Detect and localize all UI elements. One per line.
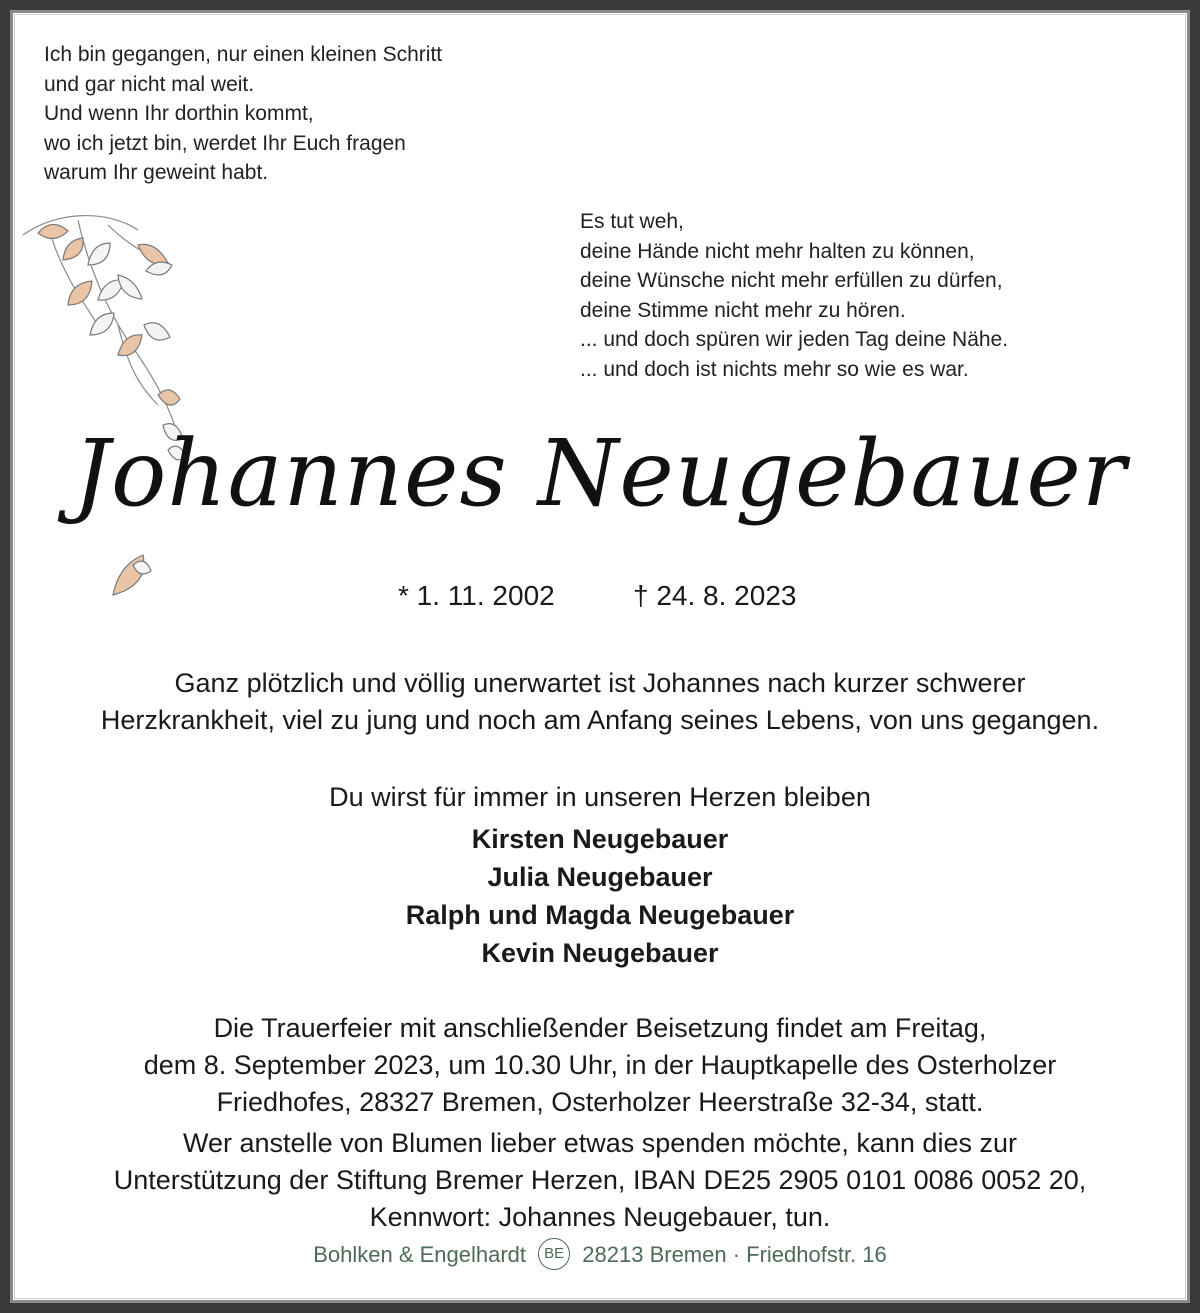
mourner-name: Julia Neugebauer [487, 862, 713, 892]
donation-line: Unterstützung der Stiftung Bremer Herzen, IBAN DE25 2905 0101 0086 0052 20, [113, 1165, 1087, 1195]
poem-line: warum Ihr geweint habt. [44, 161, 269, 184]
poem-line: deine Stimme nicht mehr zu hören. [580, 298, 906, 322]
mourners-list [30, 820, 1170, 972]
ceremony-line: dem 8. September 2023, um 10.30 Uhr, in der Hauptkapelle des Osterholzer [143, 1050, 1057, 1080]
funeral-home-logo-icon: BE [538, 1238, 570, 1270]
poem-line: Ich bin gegangen, nur einen kleinen Schritt [44, 43, 443, 66]
donation-line: Kennwort: Johannes Neugebauer, tun. [369, 1202, 831, 1232]
funeral-home-footer [0, 1240, 1200, 1272]
donation-info [30, 1125, 1170, 1236]
birth-date: * 1. 11. 2002 [398, 580, 555, 611]
ceremony-line: Die Trauerfeier mit anschließender Beisetzung findet am Freitag, [213, 1013, 987, 1043]
poem-line: deine Wünsche nicht mehr erfüllen zu dürfen, [580, 269, 1003, 292]
poem-right [580, 207, 1008, 384]
mourner-name: Ralph und Magda Neugebauer [405, 900, 795, 930]
poem-line: ... und doch spüren wir jeden Tag deine Nähe. [580, 328, 1009, 351]
ceremony-line: Friedhofes, 28327 Bremen, Osterholzer Heerstraße 32-34, statt. [216, 1087, 984, 1117]
funeral-home-address: 28213 Bremen · Friedhofstr. 16 [582, 1241, 887, 1267]
poem-line: Es tut weh, [580, 210, 684, 233]
announcement-line: Ganz plötzlich und völlig unerwartet ist Johannes nach kurzer schwerer [174, 668, 1026, 698]
poem-line: Und wenn Ihr dorthin kommt, [44, 102, 314, 125]
death-date: † 24. 8. 2023 [633, 580, 797, 611]
donation-line: Wer anstelle von Blumen lieber etwas spenden möchte, kann dies zur [183, 1128, 1017, 1158]
poem-line: und gar nicht mal weit. [44, 72, 255, 96]
funeral-home-name: Bohlken & Engelhardt [313, 1241, 527, 1267]
announcement-text [30, 665, 1170, 739]
deceased-name: Johannes Neugebauer [73, 420, 1127, 527]
poem-line: ... und doch ist nichts mehr so wie es war. [580, 357, 969, 381]
announcement-line: Herzkrankheit, viel zu jung und noch am Anfang seines Lebens, von uns gegangen. [100, 705, 1100, 735]
poem-line: deine Hände nicht mehr halten zu können, [580, 239, 975, 263]
mourner-name: Kirsten Neugebauer [471, 824, 729, 854]
poem-left [44, 40, 442, 188]
poem-line: wo ich jetzt bin, werdet Ihr Euch fragen [44, 131, 406, 155]
remembrance-line: Du wirst für immer in unseren Herzen bleiben [329, 782, 871, 812]
ceremony-info [30, 1010, 1170, 1121]
mourner-name: Kevin Neugebauer [481, 938, 719, 968]
